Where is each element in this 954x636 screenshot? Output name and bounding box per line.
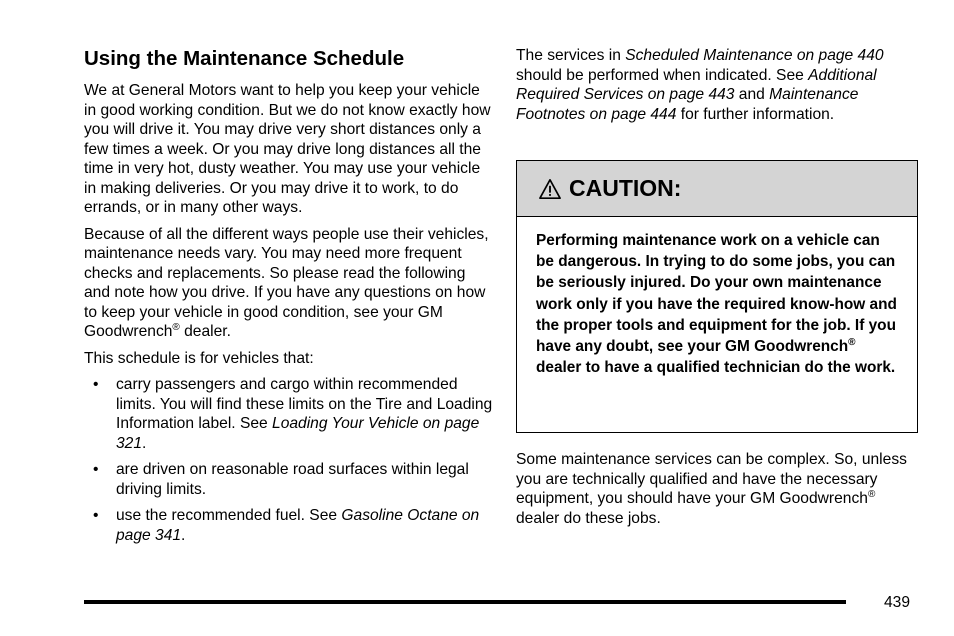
caution-title: CAUTION:: [569, 175, 682, 201]
list-item-text: carry passengers and cargo within recommended limits. You will find these limits on the Tire and Loading Information label. See: [116, 376, 493, 432]
complex-services-paragraph: [516, 450, 918, 528]
maintenance-needs-paragraph: [84, 225, 494, 342]
caution-box: [516, 160, 918, 433]
intro-paragraph: We at General Motors want to help you keep your vehicle in good working condition. But we do not know exactly how you will drive it. You may drive very short distances only a few times a week. Or you may drive long distances all the time in very hot, dusty weather. You may use your vehicle in making deliveries. Or you may drive it to work, to do errands, or in many other ways.: [84, 82, 491, 216]
left-column: [84, 46, 494, 552]
caution-header: [517, 161, 917, 217]
ref-text: for further information.: [676, 105, 835, 123]
cross-reference-link[interactable]: Scheduled Maintenance on page 440: [625, 47, 884, 64]
vehicle-conditions-list: [84, 375, 494, 545]
schedule-lead-paragraph: This schedule is for vehicles that:: [84, 349, 314, 367]
list-item-text: are driven on reasonable road surfaces within legal driving limits.: [116, 461, 469, 498]
ref-text: The services in: [516, 47, 626, 64]
list-item-text: use the recommended fuel. See: [116, 507, 342, 524]
list-item: [84, 375, 494, 453]
page-number: 439: [884, 594, 911, 611]
caution-text-main: Performing maintenance work on a vehicle can be dangerous. In trying to do some jobs, you can be seriously injured. Do your own maintenance work only if you have the required know-how and the proper tools and equipment for the job. If you have any doubt, see your GM Goodwrench: [536, 232, 897, 356]
needs-text-end: dealer.: [179, 323, 231, 340]
services-reference-paragraph: [516, 46, 918, 124]
bullet-icon: •: [93, 461, 99, 478]
complex-text-end: dealer do these jobs.: [516, 509, 661, 527]
warning-triangle-icon: [539, 178, 561, 200]
registered-mark: ®: [867, 489, 876, 500]
ref-text: and: [734, 86, 770, 103]
complex-text: Some maintenance services can be complex. So, unless you are technically qualified and have the necessary equipment, you should have your GM Goodwrench: [516, 451, 907, 507]
caution-text: [517, 217, 917, 378]
list-item: [84, 460, 494, 499]
registered-mark: ®: [172, 322, 180, 333]
registered-mark: ®: [848, 337, 856, 349]
section-heading: Using the Maintenance Schedule: [84, 47, 405, 70]
cross-reference-link[interactable]: Maintenance Footnotes on page 444: [516, 86, 859, 123]
bullet-icon: •: [93, 376, 99, 393]
list-item-tail: .: [181, 526, 186, 544]
complex-services-block: [516, 450, 918, 535]
bullet-icon: •: [93, 507, 99, 524]
needs-text: Because of all the different ways people use their vehicles, maintenance needs vary. You may need more frequent checks and replacements. So please read the following and note how you drive. If you have any questions on how to keep your vehicle in good condition, see your GM Goodwrench: [84, 225, 489, 340]
cross-reference-link[interactable]: Loading Your Vehicle on page 321: [116, 415, 480, 452]
list-item-tail: .: [142, 434, 147, 452]
caution-text-end: dealer to have a qualified technician do the work.: [536, 359, 896, 377]
footer-rule: [84, 600, 846, 604]
ref-text: should be performed when indicated. See: [516, 66, 809, 84]
cross-reference-link[interactable]: Gasoline Octane on page 341: [116, 507, 480, 544]
right-column: [516, 46, 918, 131]
list-item: [84, 506, 494, 545]
cross-reference-link[interactable]: Additional Required Services on page 443: [516, 66, 877, 103]
